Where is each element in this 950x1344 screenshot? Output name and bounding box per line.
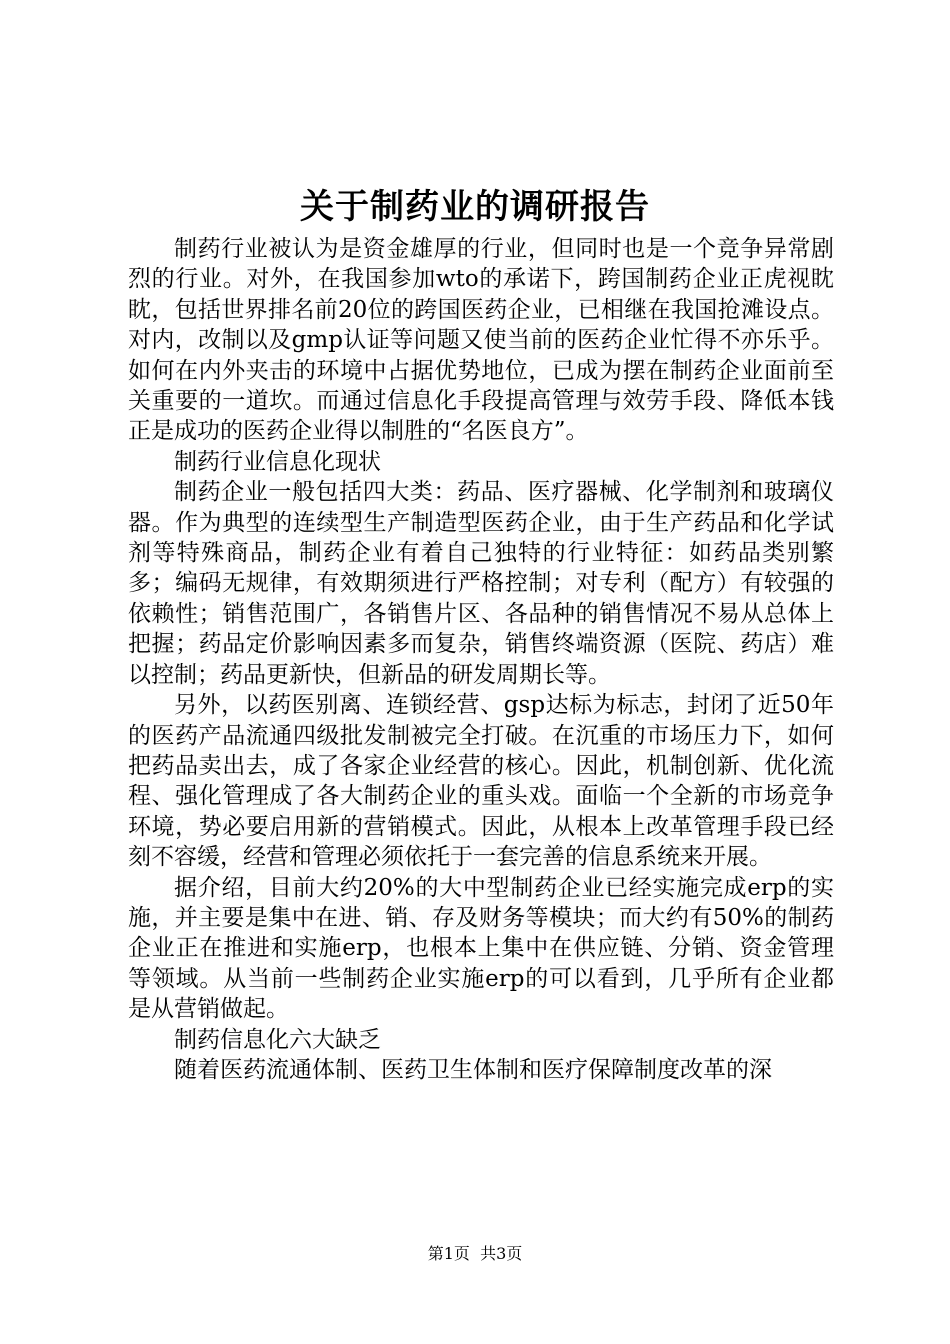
paragraph-industry-features: 制药企业一般包括四大类：药品、医疗器械、化学制剂和玻璃仪器。作为典型的连续型生产制造型医药企业，由于生产药品和化学试剂等特殊商品，制药企业有着自己独特的行业特征：如药品类别繁多；编码无规律，有效期须进行严格控制；对专利（配方）有较强的依赖性；销售范围广，各销售片区、各品种的销售情况不易从总体上把握；药品定价影响因素多而复杂，销售终端资源（医院、药店）难以控制；药品更新快，但新品的研发周期长等。 [128, 479, 834, 688]
paragraph-intro: 制药行业被认为是资金雄厚的行业，但同时也是一个竞争异常剧烈的行业。对外，在我国参加wto的承诺下，跨国制药企业正虎视眈眈，包括世界排名前20位的跨国医药企业，已相继在我国抢滩设点。对内，改制以及gmp认证等问题又使当前的医药企业忙得不亦乐乎。如何在内外夹击的环境中占据优势地位，已成为摆在制药企业面前至关重要的一道坎。而通过信息化手段提高管理与效劳手段、降低本钱正是成功的医药企业得以制胜的“名医良方”。 [128, 236, 834, 445]
document-body [128, 234, 834, 1085]
document-title: 关于制药业的调研报告 [300, 187, 650, 227]
section-heading-shortcomings: 制药信息化六大缺乏 [174, 1026, 381, 1053]
paragraph-market-pressure: 另外，以药医别离、连锁经营、gsp达标为标志，封闭了近50年的医药产品流通四级批发制被完全打破。在沉重的市场压力下，如何把药品卖出去，成了各家企业经营的核心。因此，机制创新、优化流程、强化管理成了各大制药企业的重头戏。面临一个全新的市场竞争环境，势必要启用新的营销模式。因此，从根本上改革管理手段已经刻不容缓，经营和管理必须依托于一套完善的信息系统来开展。 [128, 692, 834, 871]
section-heading-status: 制药行业信息化现状 [174, 448, 381, 475]
paragraph-reform: 随着医药流通体制、医药卫生体制和医疗保障制度改革的深 [174, 1056, 772, 1083]
page-footer: 第1页 共3页 [427, 1244, 523, 1263]
paragraph-erp-status: 据介绍，目前大约20%的大中型制药企业已经实施完成erp的实施，并主要是集中在进、销、存及财务等模块；而大约有50%的制药企业正在推进和实施erp，也根本上集中在供应链、分销、资金管理等领域。从当前一些制药企业实施erp的可以看到，几乎所有企业都是从营销做起。 [128, 874, 834, 1023]
